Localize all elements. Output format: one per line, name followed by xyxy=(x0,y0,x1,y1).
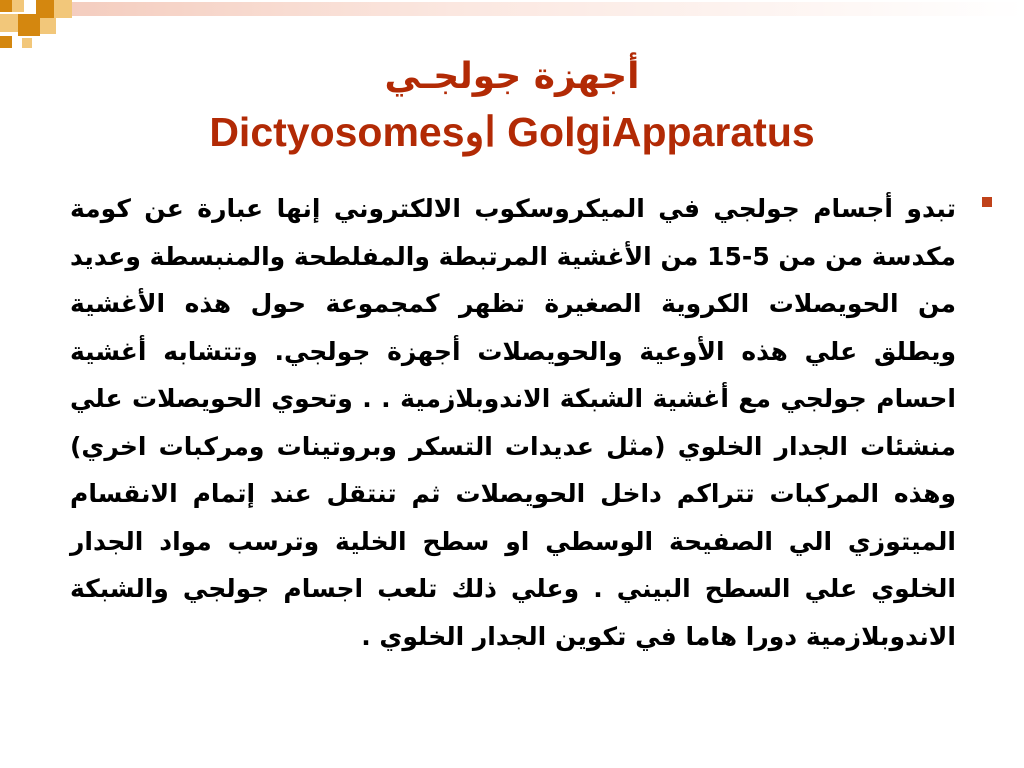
decor-square xyxy=(12,0,24,12)
title-arabic: أجهزة جولجـي xyxy=(384,56,640,97)
decor-band xyxy=(72,2,1024,16)
slide-title xyxy=(40,55,984,157)
decor-square xyxy=(54,0,72,18)
bullet-paragraph: تبدو أجسام جولجي في الميكروسكوب الالكتروني إنها عبارة عن كومة مكدسة من من 5-15 من الأغشية المرتبطة والمفلطحة والمنبسطة وعديد من الحويصلات الكروية الصغيرة تظهر كمجموعة حول هذه الأغشية ويطلق علي هذه الأوعية والحويصلات أجهزة جولجي. وتتشابه أغشية احسام جولجي مع أغشية الشبكة الاندوبلازمية . . وتحوي الحويصلات علي منشئات الجدار الخلوي (مثل عديدات التسكر وبروتينات ومركبات اخري) وهذه المركبات تتراكم داخل الحويصلات ثم تنتقل عند إتمام الانقسام الميتوزي الي الصفيحة الوسطي او سطح الخلية وترسب مواد الجدار الخلوي علي السطح البيني . وعلي ذلك تلعب اجسام جولجي والشبكة الاندوبلازمية دورا هاما في تكوين الجدار الخلوي . xyxy=(69,194,956,651)
decor-square xyxy=(0,14,18,32)
decor-square xyxy=(22,38,32,48)
bullet-icon xyxy=(982,197,992,207)
corner-decoration xyxy=(0,0,1024,50)
title-latin: Dictyosomesاو GolgiApparatus xyxy=(209,109,815,155)
decor-square xyxy=(18,14,40,36)
bullet-list xyxy=(70,185,990,660)
decor-square xyxy=(0,36,12,48)
decor-square xyxy=(0,0,12,12)
decor-square xyxy=(40,18,56,34)
